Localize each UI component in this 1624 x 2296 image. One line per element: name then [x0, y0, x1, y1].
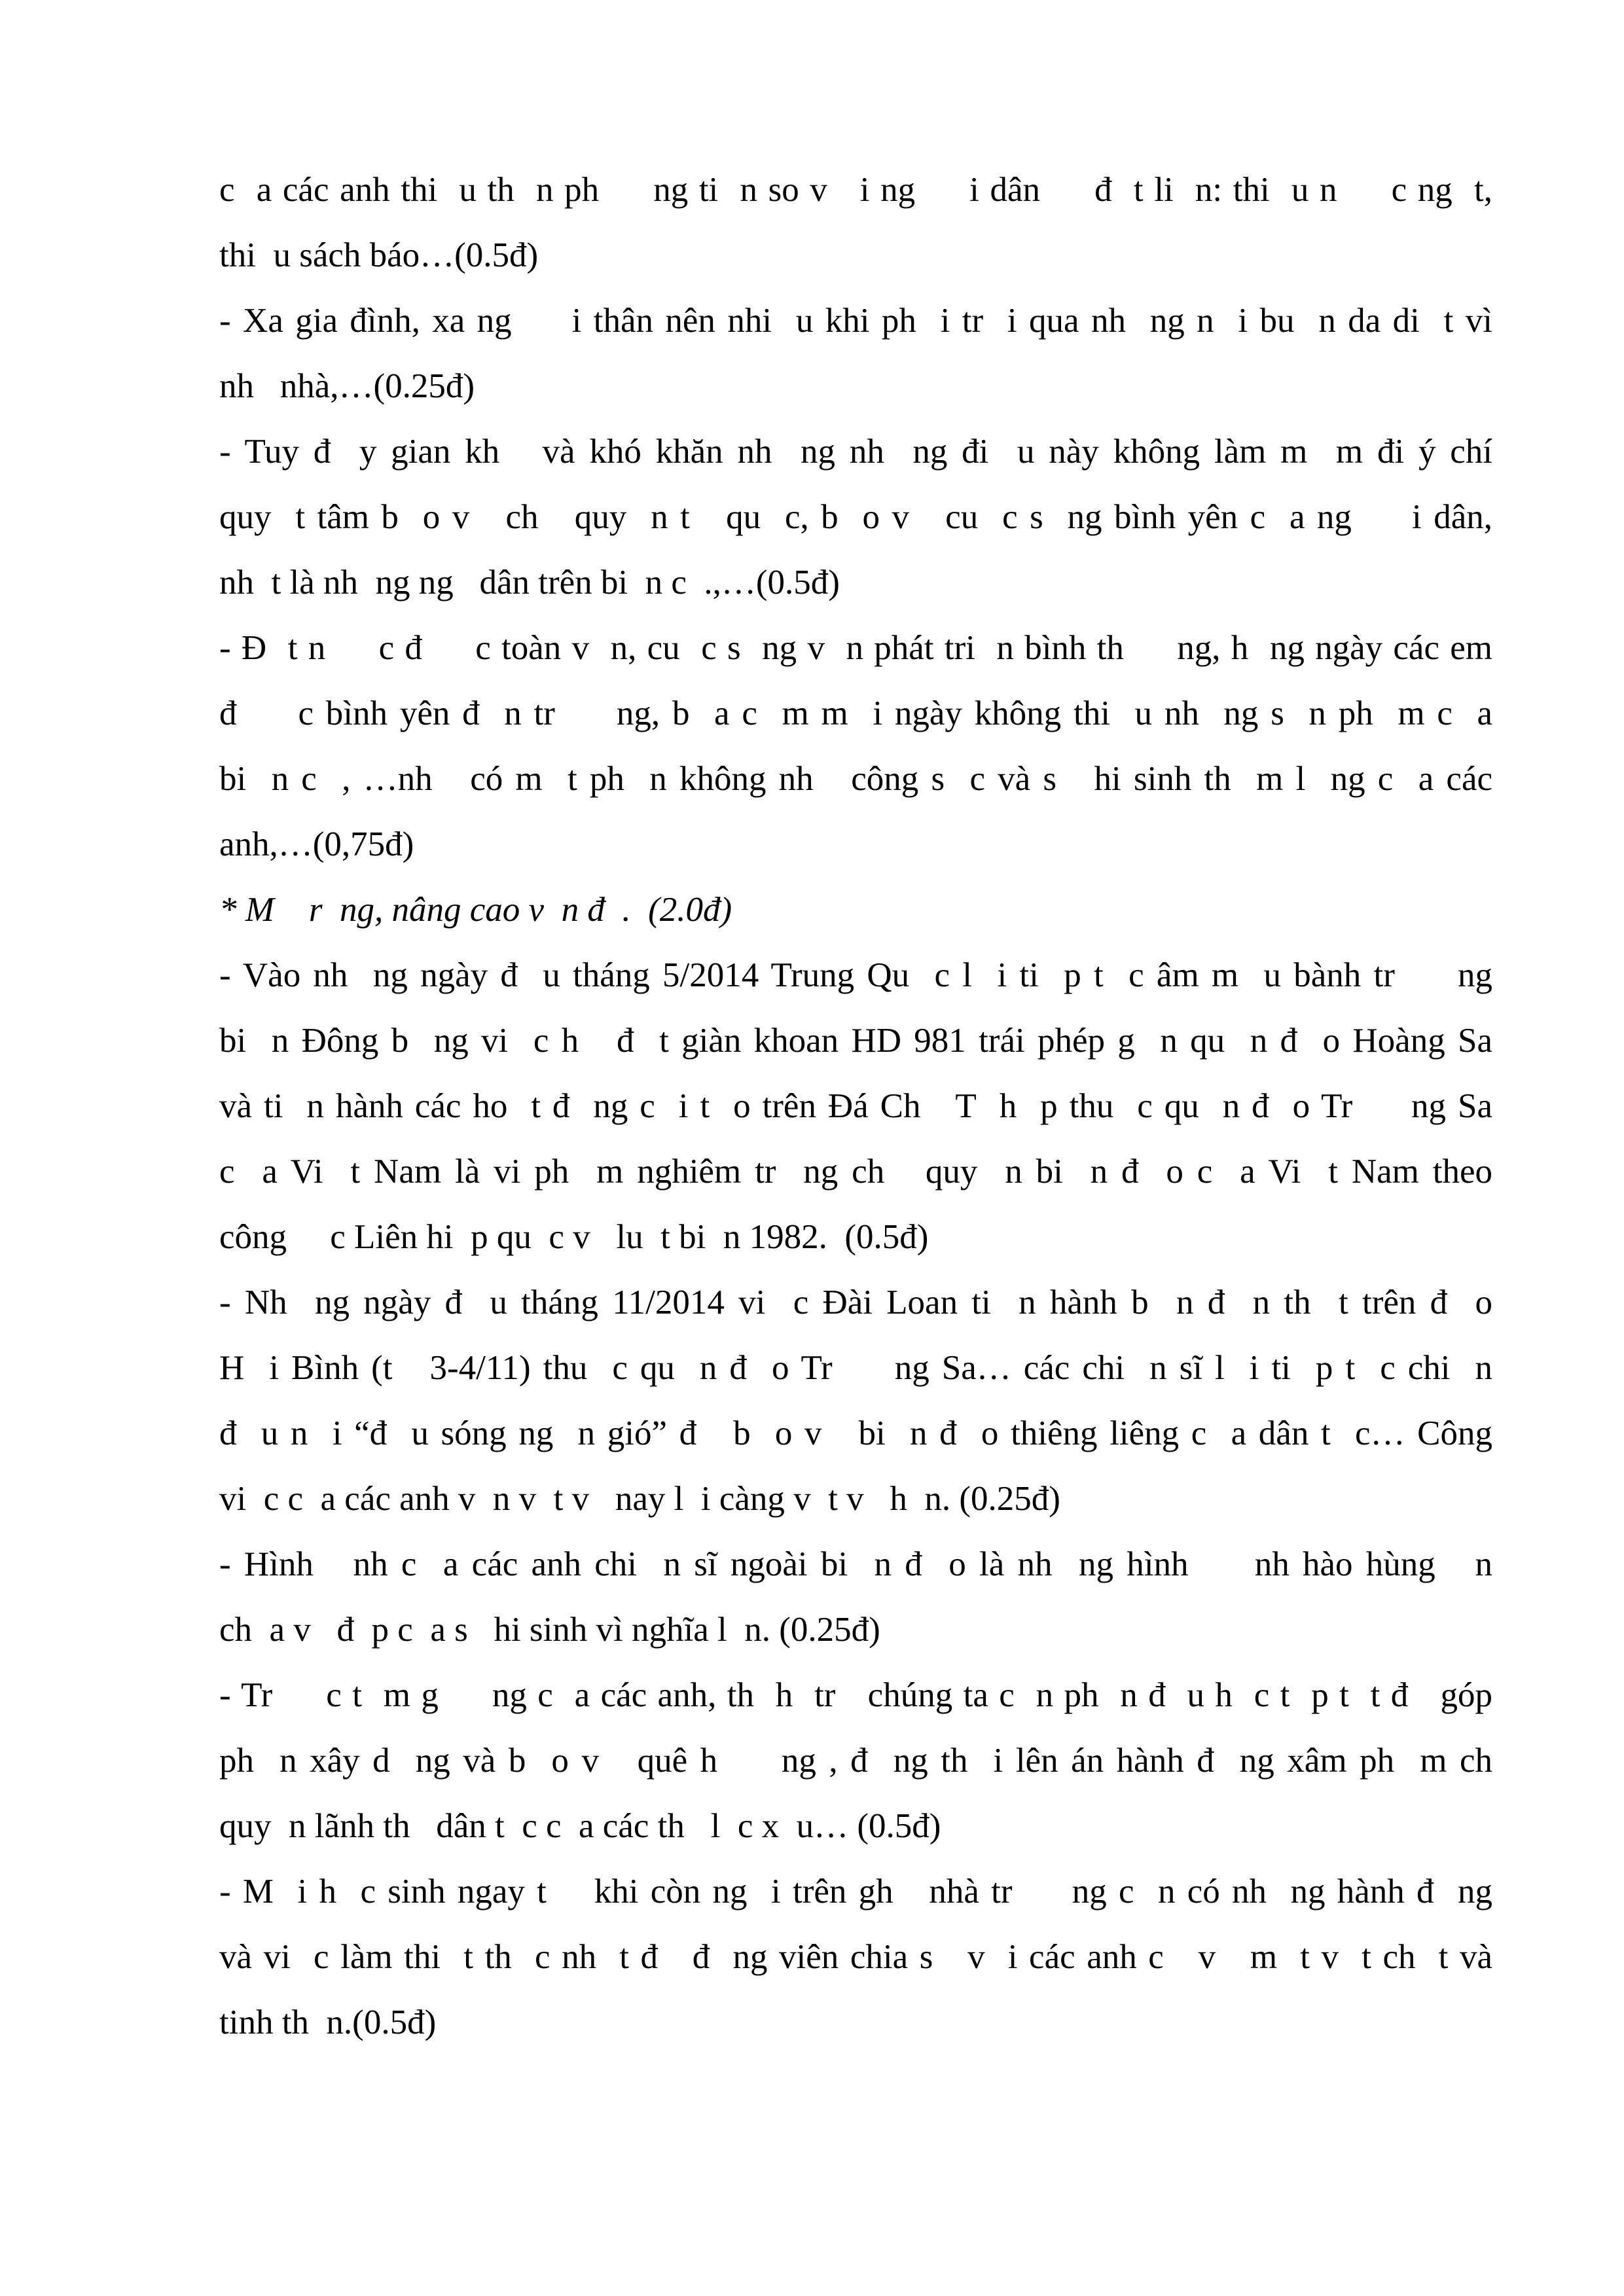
text-line: bi n c , …nh có m t ph n không nh công s c và s hi sinh th m l ng c a các — [219, 760, 1492, 798]
section-heading-line: * M r ng, nâng cao v n đ . (2.0đ) — [219, 891, 732, 929]
text-line: ph n xây d ng và b o v quê h ng , đ ng th i lên án hành đ ng xâm ph m ch — [219, 1742, 1492, 1780]
text-line: quy t tâm b o v ch quy n t qu c, b o v cu c s ng bình yên c a ng i dân, — [219, 498, 1492, 536]
text-line: công c Liên hi p qu c v lu t bi n 1982. (0.5đ) — [219, 1218, 929, 1256]
text-line: - Nh ng ngày đ u tháng 11/2014 vi c Đài Loan ti n hành b n đ n th t trên đ o — [219, 1283, 1492, 1321]
text-line: - Tr c t m g ng c a các anh, th h tr chúng ta c n ph n đ u h c t p t t đ góp — [219, 1676, 1492, 1714]
text-line: - Đ t n c đ c toàn v n, cu c s ng v n phát tri n bình th ng, h ng ngày các em — [219, 629, 1492, 667]
text-line: và ti n hành các ho t đ ng c i t o trên Đá Ch T h p thu c qu n đ o Tr ng Sa — [219, 1087, 1492, 1125]
text-line: vi c c a các anh v n v t v nay l i càng v t v h n. (0.25đ) — [219, 1480, 1060, 1518]
text-line: anh,…(0,75đ) — [219, 825, 414, 863]
text-line: thi u sách báo…(0.5đ) — [219, 236, 539, 274]
text-line: nh t là nh ng ng dân trên bi n c .,…(0.5đ) — [219, 564, 840, 601]
text-line: c a Vi t Nam là vi ph m nghiêm tr ng ch quy n bi n đ o c a Vi t Nam theo — [219, 1153, 1492, 1191]
text-line: đ c bình yên đ n tr ng, b a c m m i ngày không thi u nh ng s n ph m c a — [219, 694, 1492, 732]
text-line: nh nhà,…(0.25đ) — [219, 367, 475, 405]
text-line: bi n Đông b ng vi c h đ t giàn khoan HD 981 trái phép g n qu n đ o Hoàng Sa — [219, 1022, 1492, 1060]
text-line: - Hình nh c a các anh chi n sĩ ngoài bi n đ o là nh ng hình nh hào hùng n — [219, 1545, 1492, 1583]
text-line: - M i h c sinh ngay t khi còn ng i trên gh nhà tr ng c n có nh ng hành đ ng — [219, 1873, 1492, 1910]
text-line: - Tuy đ y gian kh và khó khăn nh ng nh ng đi u này không làm m m đi ý chí — [219, 433, 1492, 471]
text-line: quy n lãnh th dân t c c a các th l c x u… (0.5đ) — [219, 1807, 941, 1845]
text-line: H i Bình (t 3-4/11) thu c qu n đ o Tr ng Sa… các chi n sĩ l i ti p t c chi n — [219, 1349, 1492, 1387]
text-line: và vi c làm thi t th c nh t đ đ ng viên chia s v i các anh c v m t v t ch t và — [219, 1938, 1492, 1976]
answer-text-block — [219, 157, 1492, 2055]
text-line: đ u n i “đ u sóng ng n gió” đ b o v bi n đ o thiêng liêng c a dân t c… Công — [219, 1414, 1492, 1452]
text-line: ch a v đ p c a s hi sinh vì nghĩa l n. (0.25đ) — [219, 1611, 880, 1649]
text-line: - Xa gia đình, xa ng i thân nên nhi u khi ph i tr i qua nh ng n i bu n da di t vì — [219, 302, 1492, 340]
text-line: tinh th n.(0.5đ) — [219, 2003, 437, 2041]
text-line: - Vào nh ng ngày đ u tháng 5/2014 Trung Qu c l i ti p t c âm m u bành tr ng — [219, 956, 1492, 994]
text-line: c a các anh thi u th n ph ng ti n so v i ng i dân đ t li n: thi u n c ng t, — [219, 171, 1492, 209]
